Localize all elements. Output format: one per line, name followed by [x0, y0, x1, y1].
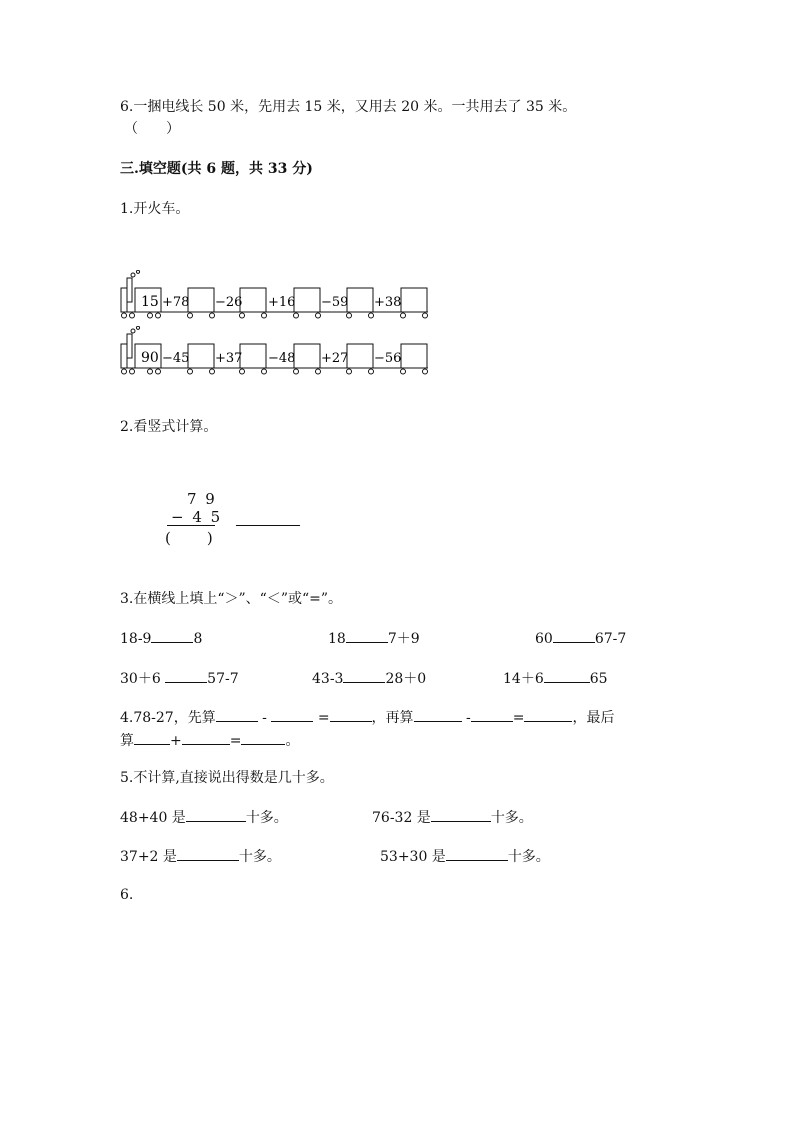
q2-answer-line[interactable]: [236, 525, 300, 526]
q4-eq-1: =: [317, 710, 330, 726]
train-2-wheels: [122, 369, 428, 374]
q3-item-4-left: 30＋6: [120, 671, 166, 687]
q5-item-3: [120, 846, 281, 866]
train-2-start: 90: [141, 350, 159, 366]
train-1-op-1: +78: [162, 295, 190, 310]
q5-item-2-suffix: 十多。: [490, 810, 533, 826]
q3-item-5-left: 43-3: [312, 671, 344, 687]
q3-item-3-right: 67-7: [594, 631, 627, 647]
q4-blank-7[interactable]: [134, 730, 170, 745]
q6-answer-paren[interactable]: （ ）: [124, 121, 180, 137]
q5-item-4-suffix: 十多。: [507, 849, 550, 865]
train-2-box-1[interactable]: [188, 344, 214, 368]
train-1-op-4: −59: [321, 295, 349, 310]
q4-plus: +: [170, 733, 182, 749]
q3-item-3-left: 60: [535, 631, 553, 647]
vertical-calc: [165, 490, 315, 550]
q4-blank-5[interactable]: [471, 707, 513, 722]
q4-eq-3: =: [229, 733, 242, 749]
q5-item-1-suffix: 十多。: [245, 810, 288, 826]
train-1-wheels: [122, 313, 428, 318]
train-1-box-3[interactable]: [294, 288, 320, 312]
q3-item-6-left: 14＋6: [503, 671, 544, 687]
q5-item-4: [380, 846, 550, 866]
train-2-op-1: −45: [162, 351, 190, 366]
q3-item-5-blank[interactable]: [343, 668, 385, 683]
vertical-answer-paren[interactable]: ( ): [165, 529, 215, 547]
q4-blank-8[interactable]: [182, 730, 230, 745]
q4-eq-2: =: [512, 710, 525, 726]
train-1-op-2: −26: [215, 295, 243, 310]
q5-label: 5.不计算,直接说出得数是几十多。: [120, 770, 334, 786]
train-2-op-4: +27: [321, 351, 349, 366]
q3-item-6: [503, 668, 608, 688]
q4-blank-2[interactable]: [271, 707, 313, 722]
q3-item-2-right: 7＋9: [387, 631, 420, 647]
q3-label: 3.在横线上填上“＞”、“＜”或“=”。: [120, 591, 343, 607]
section-title: 三.填空题(共 6 题，共 33 分): [120, 161, 313, 177]
q4-line-1: [120, 707, 614, 727]
q4-text-calc: 算: [120, 733, 134, 749]
train-2-box-4[interactable]: [347, 344, 373, 368]
q3-item-4-blank[interactable]: [165, 668, 207, 683]
q5-item-2: [372, 807, 533, 827]
train-1-box-2[interactable]: [240, 288, 266, 312]
q3-item-1-right: 8: [193, 631, 203, 647]
q3-item-2-blank[interactable]: [346, 628, 388, 643]
train-2-box-5[interactable]: [401, 344, 427, 368]
train-2-box-3[interactable]: [294, 344, 320, 368]
q3-item-1-blank[interactable]: [151, 628, 193, 643]
q3-item-5-right: 28＋0: [385, 671, 427, 687]
q4-minus-2: -: [466, 710, 471, 726]
q2-label: 2.看竖式计算。: [120, 419, 218, 435]
q1-label: 1.开火车。: [120, 201, 190, 217]
train-1-op-3: +16: [268, 295, 296, 310]
q3-item-4: [120, 668, 239, 688]
train-1-box-5[interactable]: [401, 288, 427, 312]
q5-item-2-blank[interactable]: [431, 807, 491, 822]
q3-item-2: [328, 628, 420, 648]
vertical-top-number: 7 9: [187, 490, 217, 508]
q4-text-first: 4.78-27，先算: [120, 710, 216, 726]
q5-item-3-expr: 37+2 是: [120, 849, 177, 865]
q3-item-6-blank[interactable]: [544, 668, 590, 683]
q4-blank-3[interactable]: [330, 707, 372, 722]
vertical-rule: [167, 525, 215, 526]
q5-item-1-expr: 48+40 是: [120, 810, 186, 826]
q5-item-1: [120, 807, 288, 827]
q3-item-2-left: 18: [328, 631, 346, 647]
q4-minus-1: -: [262, 710, 267, 726]
train-2-box-2[interactable]: [240, 344, 266, 368]
train-2: [118, 326, 438, 376]
q6-label: 6.: [120, 887, 134, 903]
train-1-box-1[interactable]: [188, 288, 214, 312]
train-2-op-2: +37: [215, 351, 243, 366]
q3-item-3: [535, 628, 626, 647]
q4-end: 。: [285, 733, 300, 749]
q3-item-3-blank[interactable]: [553, 628, 595, 643]
q6-statement: 6.一捆电线长 50 米，先用去 15 米，又用去 20 米。一共用去了 35 米。: [120, 99, 577, 115]
q4-blank-4[interactable]: [414, 707, 462, 722]
train-2-op-5: −56: [374, 351, 402, 366]
q4-line-2: [120, 730, 299, 750]
q3-item-1: [120, 628, 202, 647]
train-1: [118, 270, 438, 320]
train-1-op-5: +38: [374, 295, 402, 310]
q4-blank-9[interactable]: [241, 730, 285, 745]
vertical-bottom-number: − 4 5: [171, 508, 223, 526]
q3-item-5: [312, 668, 426, 688]
q5-item-1-blank[interactable]: [186, 807, 246, 822]
q5-item-4-expr: 53+30 是: [380, 849, 446, 865]
q3-item-4-right: 57-7: [207, 671, 239, 687]
q5-item-2-expr: 76-32 是: [372, 810, 431, 826]
q4-text-last: ，最后: [572, 710, 615, 726]
q4-text-then: ，再算: [371, 710, 414, 726]
q5-item-3-suffix: 十多。: [238, 849, 281, 865]
train-1-start: 15: [141, 294, 159, 310]
q5-item-3-blank[interactable]: [177, 846, 239, 861]
q4-blank-1[interactable]: [216, 707, 258, 722]
train-2-op-3: −48: [268, 351, 296, 366]
q5-item-4-blank[interactable]: [446, 846, 508, 861]
train-1-box-4[interactable]: [347, 288, 373, 312]
q3-item-6-right: 65: [589, 671, 608, 687]
q4-blank-6[interactable]: [524, 707, 572, 722]
q3-item-1-left: 18-9: [120, 631, 152, 647]
